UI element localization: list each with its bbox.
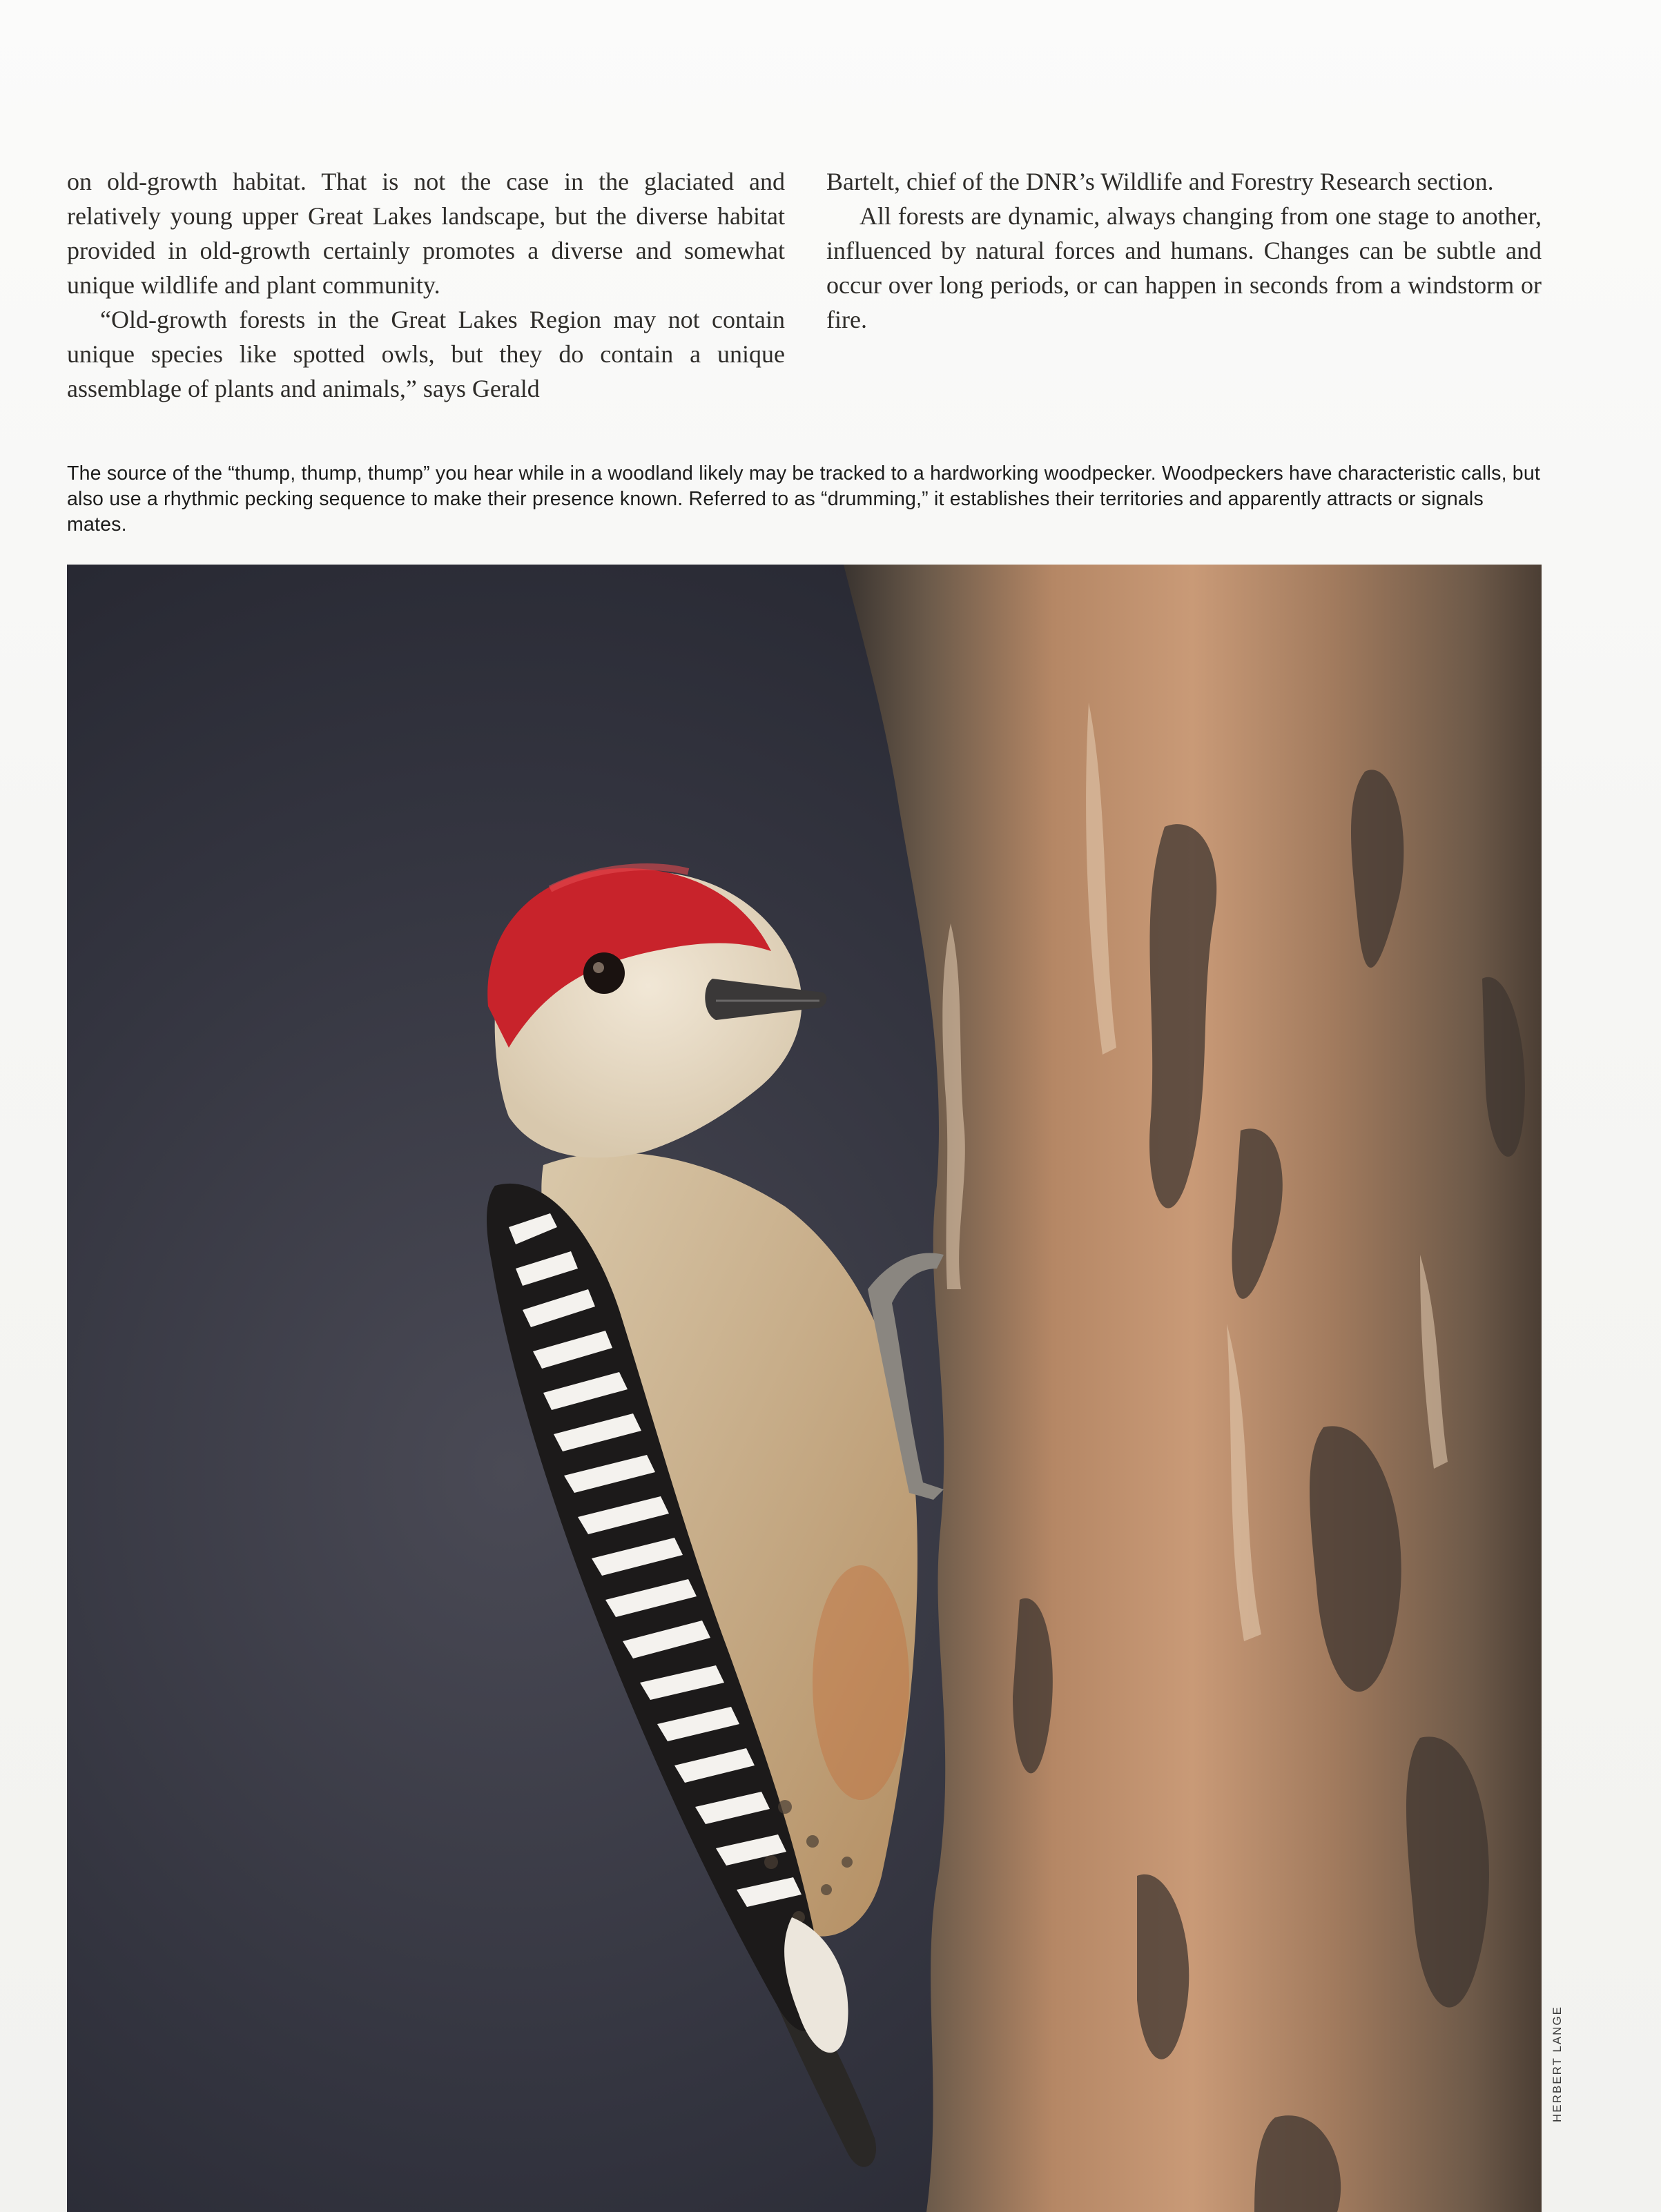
- photo-credit: HERBERT LANGE: [1551, 2006, 1564, 2122]
- right-paragraph-2: All forests are dynamic, always changing from one stage to another, influenced by natural forces and humans. Changes can be subtle and occur over long periods, or can happen in seconds from a windstorm or fire.: [826, 202, 1542, 333]
- left-paragraph-2: “Old-growth forests in the Great Lakes Region may not contain unique species like spotted owls, but they do contain a unique assemblage of plants and animals,” says Gerald: [67, 306, 785, 402]
- right-paragraph-1: Bartelt, chief of the DNR’s Wildlife and Forestry Research section.: [826, 168, 1494, 195]
- belly-red-tint: [813, 1565, 909, 1800]
- photo-caption: The source of the “thump, thump, thump” you hear while in a woodland likely may be tracked to a hardworking woodpecker. Woodpeckers have characteristic calls, but also use a rhythmic pecking sequence to make their presence known. Referred to as “drumming,” it establishes their territories and apparently attracts or signals mates.: [67, 462, 1541, 536]
- article-column-left: [67, 164, 785, 406]
- woodpecker-photo: [67, 565, 1542, 2212]
- woodpecker-illustration: [67, 565, 1542, 2212]
- article-column-right: [826, 164, 1542, 337]
- bird-eye: [583, 952, 625, 994]
- left-paragraph-1: on old-growth habitat. That is not the case in the glaciated and relatively young upper Great Lakes landscape, but the diverse habitat provided in old-growth certainly promotes a diverse and somewhat unique wildlife and plant community.: [67, 168, 785, 299]
